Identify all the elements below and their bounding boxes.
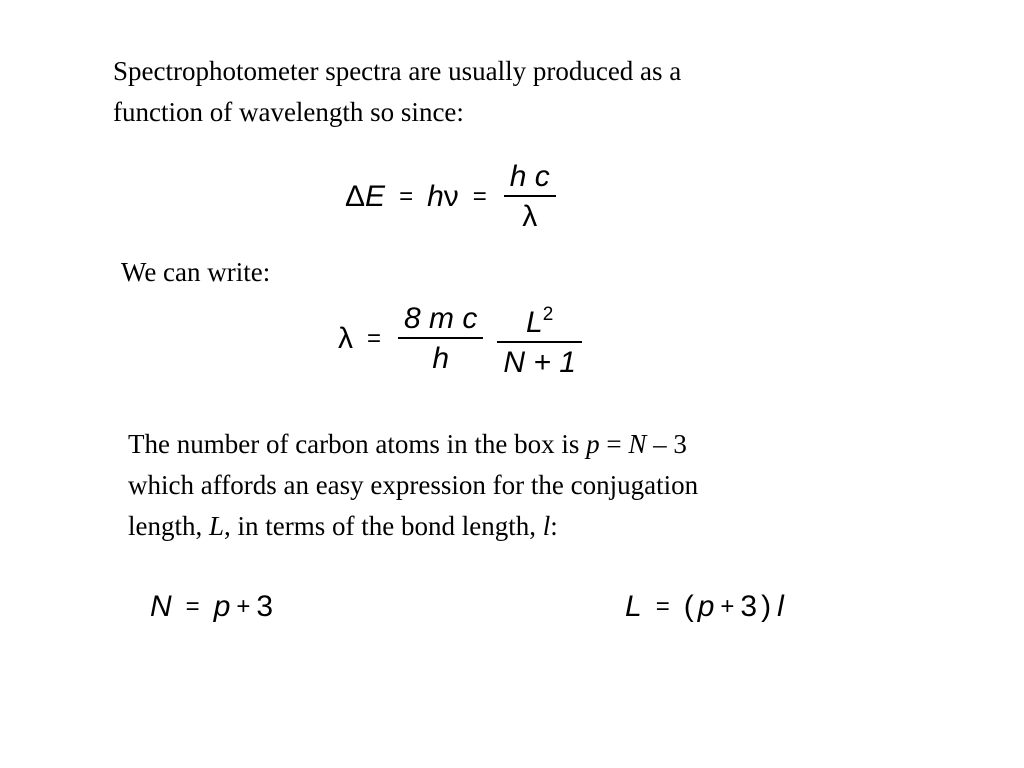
energy-equation	[345, 160, 559, 234]
colon-text: :	[550, 511, 558, 541]
squared-exponent: 2	[542, 304, 554, 325]
8mc-over-h-fraction	[398, 302, 483, 376]
fraction-numerator: 8 m c	[404, 302, 478, 335]
n-variable: N	[628, 429, 647, 459]
l-upper-variable: L	[625, 590, 642, 623]
equals-sign: =	[399, 183, 414, 210]
carbon-line-1	[128, 429, 687, 459]
wavelength-equation	[338, 298, 585, 380]
length-variable: L	[526, 306, 543, 339]
three-constant: 3	[740, 590, 758, 623]
three-constant: 3	[256, 590, 274, 623]
l-equation	[625, 590, 784, 624]
equals-sign-2: =	[472, 183, 487, 210]
carbon-paragraph	[128, 424, 928, 547]
l-lower-variable: l	[777, 590, 784, 623]
carbon-line-2: which affords an easy expression for the conjugation	[128, 470, 699, 500]
l-lower-variable: l	[542, 511, 551, 541]
l-upper-variable: L	[209, 511, 225, 541]
bond-length-text: , in terms of the bond length,	[224, 511, 543, 541]
p-variable: p	[697, 590, 715, 623]
fraction-denominator: λ	[522, 200, 538, 233]
equals-sign: =	[655, 593, 670, 620]
planck-variable: h	[427, 180, 444, 213]
p-variable: p	[213, 590, 231, 623]
lambda-variable: λ	[338, 322, 353, 355]
fraction-numerator	[520, 298, 559, 341]
equals-text: =	[599, 429, 629, 459]
intro-line-1: Spectrophotometer spectra are usually produced as a	[113, 56, 682, 86]
p-variable: p	[586, 429, 600, 459]
fraction-numerator: h c	[509, 160, 550, 193]
fraction-denominator: h	[432, 342, 450, 375]
frequency-variable: ν	[443, 180, 459, 213]
right-paren: )	[761, 590, 772, 623]
l-squared-over-n-plus-1-fraction	[497, 298, 582, 380]
intro-line-2: function of wavelength so since:	[113, 97, 464, 127]
fraction-denominator: N + 1	[503, 346, 576, 379]
carbon-line-3	[128, 511, 558, 541]
equals-sign: =	[185, 593, 200, 620]
delta-symbol: Δ	[345, 180, 366, 213]
plus-sign: +	[236, 593, 251, 620]
carbon-line-1-text: The number of carbon atoms in the box is	[128, 429, 587, 459]
length-text: length,	[128, 511, 209, 541]
n-equation	[150, 590, 273, 624]
n-variable: N	[150, 590, 172, 623]
plus-sign: +	[720, 593, 735, 620]
left-paren: (	[683, 590, 694, 623]
equals-sign: =	[367, 325, 382, 352]
hc-over-lambda-fraction	[504, 160, 556, 234]
write-label: We can write:	[121, 257, 271, 287]
energy-variable: E	[365, 180, 386, 213]
intro-paragraph	[113, 51, 913, 133]
minus-three-text: – 3	[646, 429, 687, 459]
